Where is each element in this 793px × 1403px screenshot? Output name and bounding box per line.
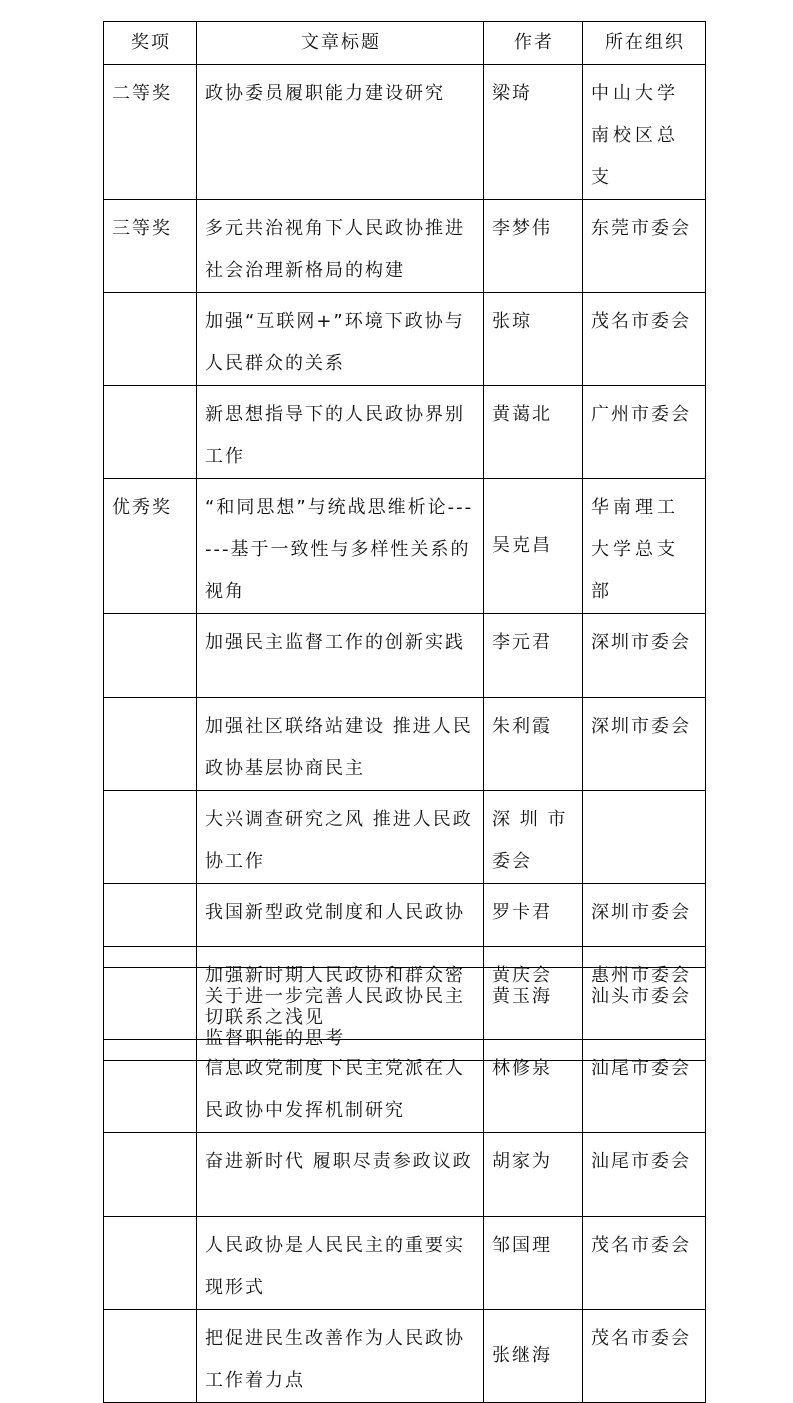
author-cell: 李梦伟 (484, 200, 583, 293)
title-cell: 加强新时期人民政协和群众密切联系之浅见 (197, 947, 484, 1040)
title-cell: 加强民主监督工作的创新实践 (197, 614, 484, 698)
author-cell: 深 圳 市委会 (484, 791, 583, 884)
award-cell (104, 1310, 197, 1403)
table-row (104, 1040, 706, 1133)
title-cell: “和同思想”与统战思维析论------基于一致性与多样性关系的视角 (197, 479, 484, 614)
header-title: 文章标题 (197, 22, 484, 65)
title-cell: 信息政党制度下民主党派在人民政协中发挥机制研究 (197, 1040, 484, 1133)
author-cell: 胡家为 (484, 1133, 583, 1217)
org-cell: 汕尾市委会 (583, 1133, 706, 1217)
awards-table-continued (103, 946, 706, 1403)
org-cell: 汕头市委会 (583, 968, 706, 1061)
org-cell: 茂名市委会 (583, 1310, 706, 1403)
awards-table (103, 21, 706, 1061)
header-org: 所在组织 (583, 22, 706, 65)
table-row (104, 386, 706, 479)
title-cell: 多元共治视角下人民政协推进社会治理新格局的构建 (197, 200, 484, 293)
award-cell (104, 947, 197, 1040)
table-row (104, 1217, 706, 1310)
org-cell: 惠州市委会 (583, 947, 706, 1040)
org-cell: 深圳市委会 (583, 884, 706, 968)
award-cell (104, 698, 197, 791)
author-cell: 梁琦 (484, 65, 583, 200)
org-cell: 汕尾市委会 (583, 1040, 706, 1133)
award-cell: 三等奖 (104, 200, 197, 293)
org-cell: 深圳市委会 (583, 614, 706, 698)
award-cell (104, 1217, 197, 1310)
title-cell: 大兴调查研究之风 推进人民政协工作 (197, 791, 484, 884)
org-cell: 茂名市委会 (583, 293, 706, 386)
author-cell: 朱利霞 (484, 698, 583, 791)
title-cell: 我国新型政党制度和人民政协 (197, 884, 484, 968)
table-row (104, 1310, 706, 1403)
table-row (104, 1133, 706, 1217)
author-cell: 张继海 (484, 1310, 583, 1403)
award-cell: 优秀奖 (104, 479, 197, 614)
author-cell: 邹国理 (484, 1217, 583, 1310)
author-cell: 林修泉 (484, 1040, 583, 1133)
table-row (104, 65, 706, 200)
author-cell: 黄玉海 (484, 968, 583, 1061)
title-cell: 奋进新时代 履职尽责参政议政 (197, 1133, 484, 1217)
title-cell: 把促进民生改善作为人民政协工作着力点 (197, 1310, 484, 1403)
title-cell: 政协委员履职能力建设研究 (197, 65, 484, 200)
table-row (104, 947, 706, 1040)
award-cell (104, 1133, 197, 1217)
author-cell: 黄庆会 (484, 947, 583, 1040)
title-cell: 人民政协是人民民主的重要实现形式 (197, 1217, 484, 1310)
award-cell (104, 791, 197, 884)
header-award: 奖项 (104, 22, 197, 65)
award-cell (104, 293, 197, 386)
author-cell: 张琼 (484, 293, 583, 386)
org-cell: 茂名市委会 (583, 1217, 706, 1310)
table-row (104, 791, 706, 884)
author-cell: 李元君 (484, 614, 583, 698)
header-author: 作者 (484, 22, 583, 65)
header-row (104, 22, 706, 65)
author-cell: 吴克昌 (484, 479, 583, 614)
table-row (104, 200, 706, 293)
org-cell: 中山大学南校区总支 (583, 65, 706, 200)
award-cell (104, 614, 197, 698)
award-cell (104, 386, 197, 479)
title-cell: 加强社区联络站建设 推进人民政协基层协商民主 (197, 698, 484, 791)
org-cell: 东莞市委会 (583, 200, 706, 293)
title-cell: 新思想指导下的人民政协界别工作 (197, 386, 484, 479)
table-row (104, 293, 706, 386)
org-cell: 广州市委会 (583, 386, 706, 479)
author-cell: 罗卡君 (484, 884, 583, 968)
award-cell: 二等奖 (104, 65, 197, 200)
table-row (104, 479, 706, 614)
org-cell (583, 791, 706, 884)
title-cell: 关于进一步完善人民政协民主监督职能的思考 (197, 968, 484, 1061)
org-cell: 深圳市委会 (583, 698, 706, 791)
table-row (104, 614, 706, 698)
table-row (104, 698, 706, 791)
author-cell: 黄蔼北 (484, 386, 583, 479)
org-cell: 华南理工大学总支部 (583, 479, 706, 614)
award-cell (104, 1040, 197, 1133)
title-cell: 加强“互联网+”环境下政协与人民群众的关系 (197, 293, 484, 386)
